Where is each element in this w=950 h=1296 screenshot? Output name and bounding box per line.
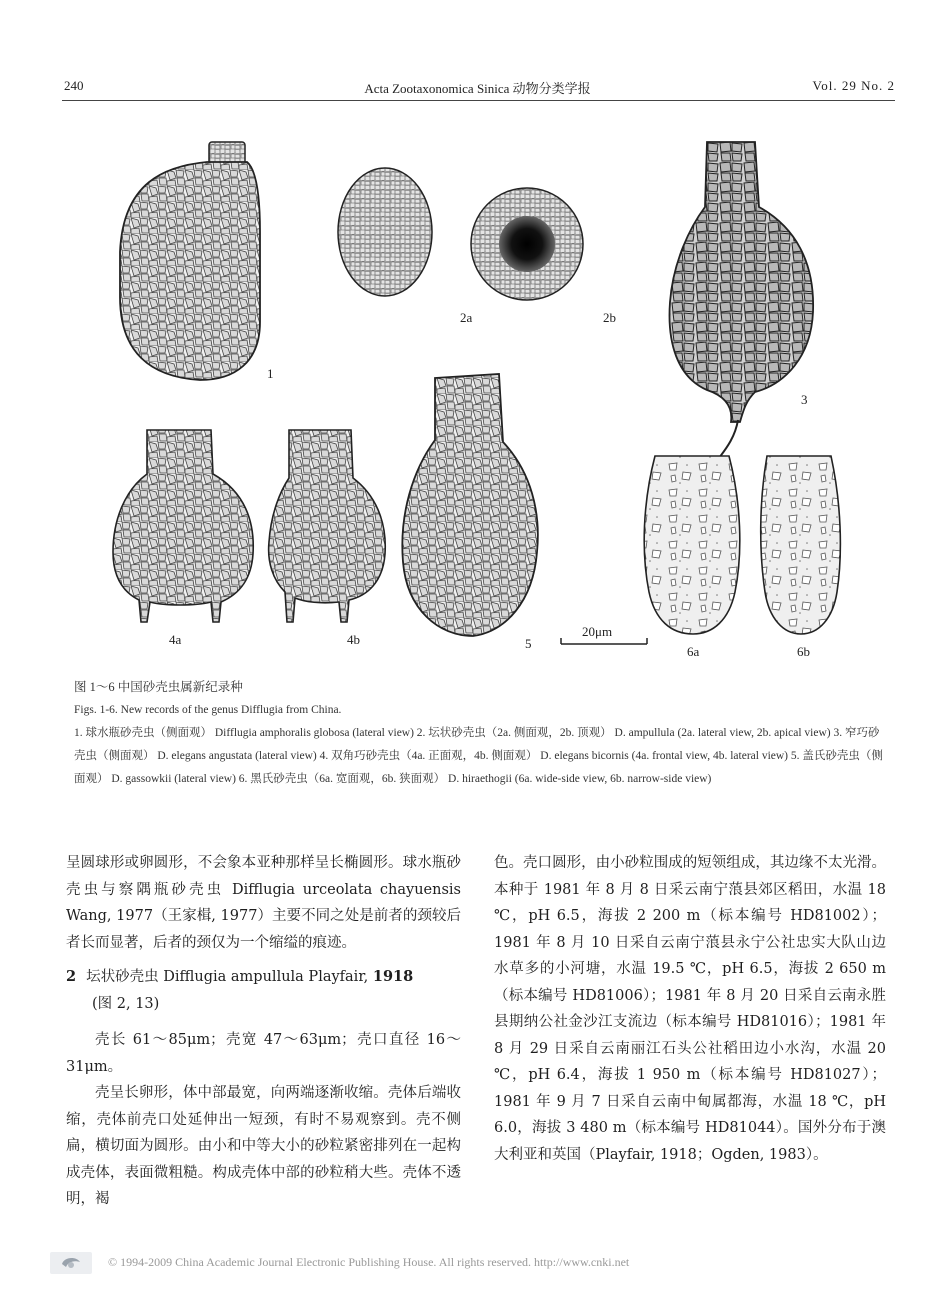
right-column <box>494 850 886 1168</box>
specimen-5-drawing <box>402 374 538 636</box>
section-heading <box>66 964 461 1017</box>
caption-english-title: Figs. 1-6. New records of the genus Difflugia from China. <box>74 704 342 716</box>
paragraph-measurements: 壳长 61～85μm；壳宽 47～63μm；壳口直径 16～31μm。 <box>66 1032 461 1075</box>
section-number: 2 <box>66 968 77 985</box>
paragraph-continuation: 呈圆球形或卵圆形，不会象本亚种那样呈长椭圆形。球水瓶砂壳虫与察隅瓶砂壳虫 Difflugia urceolata chayuensis Wang, 1977（王家楫, 1977）主要不同之处是前者的颈较后者长而显著，后者的颈仅为一个缩缢的痕迹。 <box>66 855 461 951</box>
journal-title: Acta Zootaxonomica Sinica 动物分类学报 <box>364 81 591 96</box>
section-figure-ref: (图 2, 13) <box>92 995 160 1012</box>
specimen-6b-drawing <box>761 456 841 634</box>
header-rule <box>62 100 895 101</box>
specimen-4b-drawing <box>269 430 386 622</box>
specimen-6a-drawing <box>644 456 740 634</box>
figure-label-4a: 4a <box>169 632 182 647</box>
cnki-logo-icon <box>50 1252 92 1274</box>
paragraph-records: 色。壳口圆形，由小砂粒围成的短领组成，其边缘不太光滑。本种于 1981 年 8 月 8 日采云南宁蒗县郊区稻田，水温 18 ℃，pH 6.5，海拔 2 200 m（标本编号 HD81002）；1981 年 8 月 10 日采自云南宁蒗县永宁公社忠实大队山边水草多的小河塘，水温 19.5 ℃，pH 6.5，海拔 2 650 m（标本编号 HD81006）；1981 年 8 月 20 日采自云南永胜县期纳公社金沙江支流边（标本编号 HD81016）；1981 年 8 月 29 日采自云南丽江石头公社稻田边小水沟，水温 20 ℃，pH 6.4，海拔 1 950 m（标本编号 HD81027）；1981 年 9 月 7 日采自云南中甸属都海，水温 18 ℃，pH 6.0，海拔 3 480 m（标本编号 HD81044）。国外分布于澳大利亚和英国（Playfair, 1918；Ogden, 1983）。 <box>494 855 886 1163</box>
figure-caption <box>74 676 884 791</box>
figure-label-2b: 2b <box>603 310 616 325</box>
specimen-2b-drawing <box>471 188 583 300</box>
section-year: 1918 <box>372 968 414 985</box>
left-column <box>66 850 461 1213</box>
caption-body: 1. 球水瓶砂壳虫（侧面观） Difflugia amphoralis globosa (lateral view) 2. 坛状砂壳虫（2a. 侧面观，2b. 顶观） D. ampullula (2a. lateral view, 2b. apical view) 3. 窄巧砂壳虫（侧面观） D. elegans angustata (lateral view) 4. 双角巧砂壳虫（4a. 正面观，4b. 侧面观） D. elegans bicornis (4a. frontal view, 4b. lateral view) 5. 盖氏砂壳虫（侧面观） D. gassowkii (lateral view) 6. 黑氏砂壳虫（6a. 宽面观，6b. 狭面观） D. hiraethogii (6a. wide-side view, 6b. narrow-side view) <box>74 727 883 785</box>
paragraph-description: 壳呈长卵形，体中部最宽，向两端逐渐收缩。壳体后端收缩，壳体前壳口处延伸出一短颈，有时不易观察到。壳不侧扁，横切面为圆形。由小和中等大小的砂粒紧密排列在一起构成壳体，表面微粗糙。构成壳体中部的砂粒稍大些。壳体不透明，褐 <box>66 1085 461 1207</box>
figure-label-3: 3 <box>801 392 808 407</box>
specimen-2a-drawing <box>338 168 432 296</box>
copyright-footer <box>50 1250 910 1276</box>
section-title: 坛状砂壳虫 Difflugia ampullula Playfair, <box>86 969 373 985</box>
specimen-1-drawing <box>120 142 260 380</box>
scale-bar-label: 20μm <box>582 624 613 639</box>
copyright-text: © 1994-2009 China Academic Journal Electronic Publishing House. All rights reserved. http://www.cnki.net <box>108 1255 630 1269</box>
figure-label-5: 5 <box>525 636 532 651</box>
figure-label-4b: 4b <box>347 632 360 647</box>
page-number: 240 <box>64 78 84 93</box>
specimen-3-drawing <box>669 142 813 458</box>
specimen-4a-drawing <box>113 430 253 622</box>
caption-title: 图 1～6 中国砂壳虫属新纪录种 <box>74 680 243 694</box>
figure-label-2a: 2a <box>460 310 473 325</box>
volume-issue: Vol. 29 No. 2 <box>812 78 895 93</box>
figure-label-6b: 6b <box>797 644 810 659</box>
figure-label-6a: 6a <box>687 644 700 659</box>
figure-label-1: 1 <box>267 366 274 381</box>
figure-plate <box>95 122 875 660</box>
